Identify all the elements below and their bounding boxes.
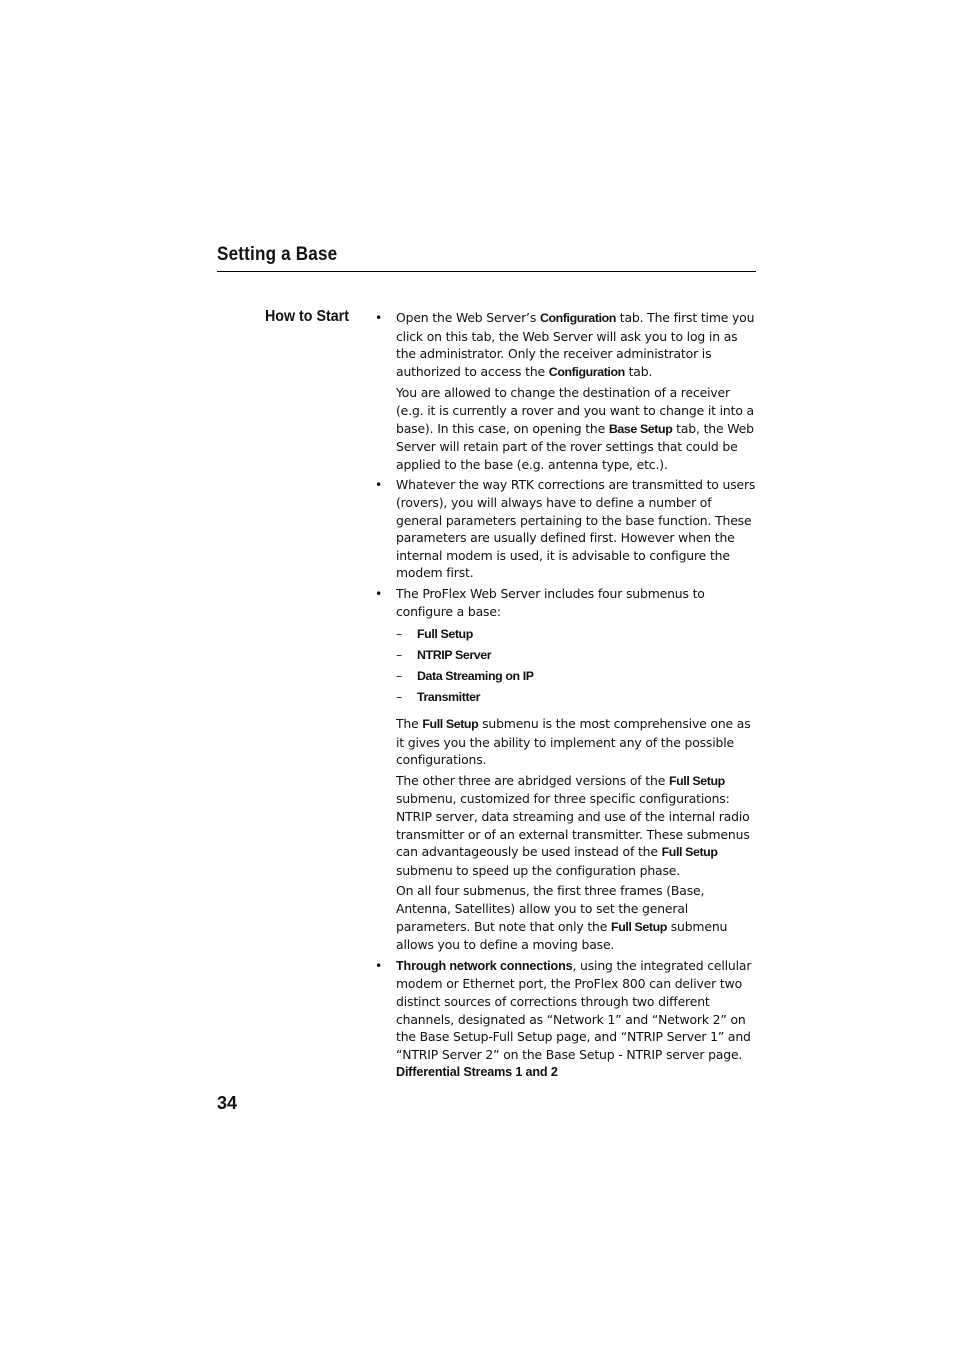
ui-term: Full Setup [422,717,479,732]
paragraph [396,384,757,473]
section-title: Setting a Base [217,244,338,265]
ui-term: Base Setup [608,421,673,436]
submenu-item [396,686,757,707]
bullet-mark: • [375,310,383,325]
submenu-list [396,623,757,707]
text-run: submenu is the most comprehensive one as it gives you the ability to implement any of the possible configurations. [396,716,751,768]
ui-term: Full Setup [611,919,667,934]
dash-mark: – [396,647,403,663]
text-run: tab. [624,363,653,379]
dash-mark: – [396,689,403,705]
text-run: tab. The first time you click on this tab, the Web Server will ask you to log in as the administrator. Only the receiver administrator is authorized to access the [396,310,755,379]
text-run: Open the Web Server’s [396,310,540,325]
title-rule [217,271,756,272]
bullet-item-general-parameters [375,476,757,582]
body-text [375,309,757,1085]
dash-mark: – [396,626,403,642]
bullet-item-network-connections [375,957,757,1082]
ui-term: Configuration [548,364,625,379]
bold-term: Through network connections [396,958,573,973]
paragraph: Whatever the way RTK corrections are transmitted to users (rovers), you will always have to define a number of general parameters pertaining to the base function. These parameters are usually defined first. However when the internal modem is used, it is advisable to configure the modem first. [396,477,756,581]
paragraph [396,957,757,1082]
text-run: submenu, customized for three specific configurations: NTRIP server, data streaming and use of the internal radio transmitter or of an external transmitter. These submenus can advantageously be used instead of the [396,791,750,860]
text-run: submenu to speed up the configuration phase. [396,862,681,878]
bullet-mark: • [375,585,383,601]
dash-mark: – [396,668,403,684]
paragraph [396,715,757,769]
text-run: tab, the Web Server will retain part of the rover settings that could be applied to the base (e.g. antenna type, etc.). [396,420,754,472]
text-run: You are allowed to change the destination of a receiver (e.g. it is currently a rover and you want to change it into a base). In this case, on opening the [396,385,755,436]
text-run: submenu allows you to define a moving base. [396,918,728,953]
text-run: The other three are abridged versions of the [396,772,669,788]
ui-term: Full Setup [661,845,718,860]
paragraph [396,882,757,953]
text-run: , using the integrated cellular modem or Ethernet port, the ProFlex 800 can deliver two distinct sources of corrections through two different channels, designated as “Network 1” and “Network 2” on the Base Setup-Full Setup page, and “NTRIP Server 1” and “NTRIP Server 2” on the Base Setup - NTRIP server page. [396,957,752,1062]
ui-term: Configuration [539,311,616,325]
bullet-mark: • [375,477,383,493]
page-number: 34 [217,1093,238,1113]
submenu-label: NTRIP Server [417,648,492,663]
paragraph: The ProFlex Web Server includes four submenus to configure a base: [396,585,705,619]
side-heading: How to Start [265,308,349,325]
paragraph [396,309,757,381]
submenu-item [396,665,757,686]
paragraph [396,772,757,880]
bullet-item-submenus [375,585,757,954]
ui-term: Full Setup [668,773,725,788]
text-run: The [396,716,423,732]
submenu-item [396,644,757,665]
submenu-label: Transmitter [417,690,481,705]
text-run: On all four submenus, the first three frames (Base, Antenna, Satellites) allow you to set the general parameters. But note that only the [396,883,705,934]
submenu-item [396,623,757,644]
submenu-label: Full Setup [417,627,473,642]
bold-term: Differential Streams 1 and 2 [396,1065,558,1080]
bullet-item-configuration [375,309,757,473]
bullet-mark: • [375,957,383,973]
submenu-label: Data Streaming on IP [417,669,534,684]
